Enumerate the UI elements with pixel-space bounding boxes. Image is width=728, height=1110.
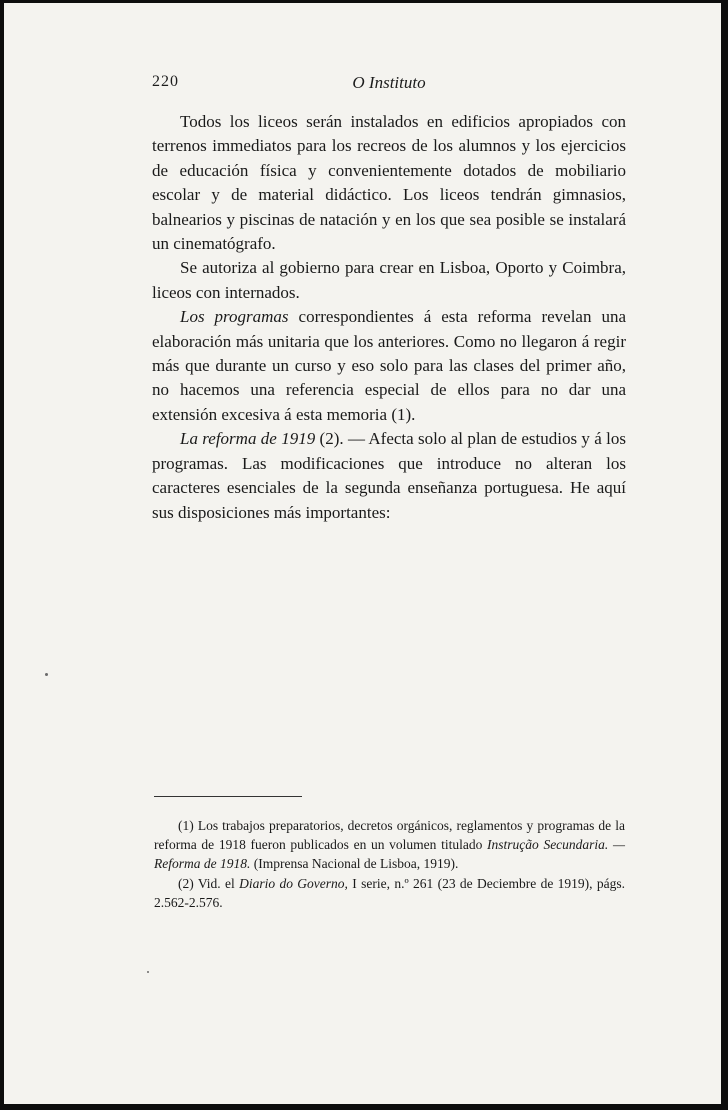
paragraph-4-heading: La reforma de 1919 [180,429,316,449]
footnote-2-source: Diario do Governo, [239,875,348,891]
footnote-1-publisher: (Imprensa Nacional de Lisboa, 1919). [250,856,459,872]
page-number: 220 [152,73,179,90]
page-header [152,73,626,95]
paragraph-2: Se autoriza al gobierno para crear en Lisboa, Oporto y Coimbra, liceos con internados. [152,258,626,302]
paragraph-4-text: (2). — Afecta solo al plan de estudios y á los programas. Las modificaciones que introduce no alteran los caracteres esenciales de la segunda enseñanza portuguesa. He aquí sus disposiciones más importantes: [152,429,626,522]
footnote-2-text: (2) Vid. el [178,875,240,891]
footnote-2-reference: I serie, n.º 261 (23 de Deciembre de 1919), págs. 2.562-2.576. [154,875,625,910]
paragraph-3-text: correspondientes á esta reforma revelan una elaboración más unitaria que los anteriores. Como no llegaron á regir más que durante un curso y eso solo para las clases del primer año, no hacemos una referencia especial de ellos para no dar una extensión excesiva á esta memoria (1). [152,307,626,424]
footnote-1 [154,816,625,874]
footnotes [154,816,625,912]
body-text [152,110,626,525]
footnote-1-text: (1) Los trabajos preparatorios, decretos orgánicos, reglamentos y programas de la reforma de 1918 fueron publicados en un volumen titulado [154,818,625,853]
paragraph-3 [152,305,626,427]
footnote-rule [154,796,302,797]
book-page [4,3,721,1104]
footnote-1-title: Instrução Secundaria. — Reforma de 1918. [154,837,625,872]
paper-speck [147,971,149,973]
running-title: O Instituto [352,73,426,92]
paper-speck [45,673,48,676]
paragraph-3-heading: Los programas [180,307,289,327]
footnote-2 [154,874,625,912]
paragraph-1: Todos los liceos serán instalados en edificios apropiados con terrenos immediatos para los recreos de los alumnos y los ejercicios de educación física y convenientemente dotados de mobiliario escolar y de material didáctico. Los liceos tendrán gimnasios, balnearios y piscinas de natación y en los que sea posible se instalará un cinematógrafo. [152,112,626,254]
paragraph-4 [152,427,626,525]
